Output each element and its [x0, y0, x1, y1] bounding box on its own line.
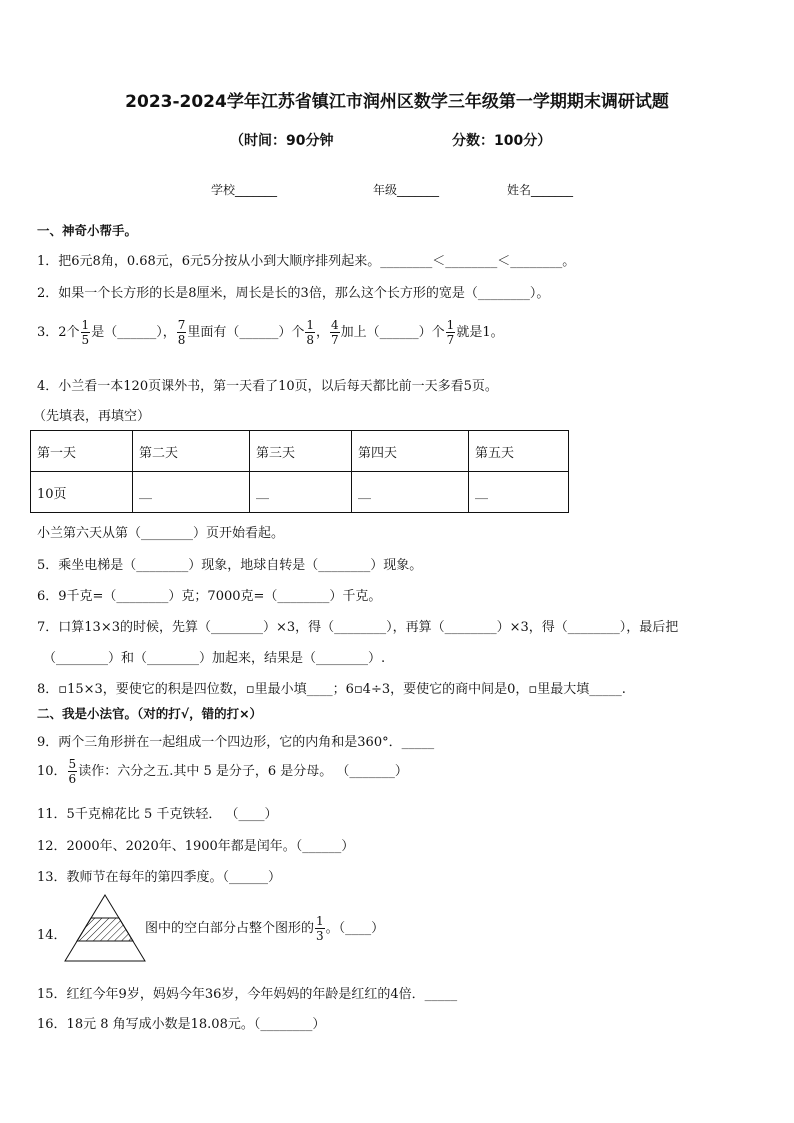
fraction: $\frac{1}{7}$ — [446, 318, 455, 347]
fraction: $\frac{4}{7}$ — [331, 318, 339, 347]
table-cell: __ — [469, 472, 569, 513]
question-11: 11．5千克棉花比 5 千克铁轻． （____） — [37, 807, 278, 822]
question-10 — [37, 757, 408, 786]
table-header-cell: 第五天 — [469, 431, 569, 472]
question-3-part-f: 就是1。 — [456, 325, 504, 340]
question-14-text: 图中的空白部分占整个图形的 — [145, 921, 315, 936]
name-field: 姓名_______ — [507, 183, 574, 197]
table-cell: __ — [133, 472, 250, 513]
fraction: $\frac{1}{3}$ — [316, 914, 324, 943]
table-header-cell: 第四天 — [352, 431, 469, 472]
question-8: 8．▫15×3，要使它的积是四位数，▫里最小填____；6▫4÷3，要使它的商中间是0，▫里最大填_____. — [37, 682, 626, 697]
question-9: 9．两个三角形拼在一起组成一个四边形，它的内角和是360°．_____ — [37, 735, 435, 750]
question-1: 1．把6元8角，0.68元，6元5分按从小到大顺序排列起来。________＜________＜________。 — [37, 254, 576, 269]
section-1-heading: 一、神奇小帮手。 — [37, 223, 138, 238]
triangle-figure — [63, 893, 147, 963]
table-header-cell: 第一天 — [31, 431, 133, 472]
score-label: 分数：100分） — [452, 133, 552, 149]
question-4-followup: 小兰第六天从第（________）页开始看起。 — [37, 526, 285, 541]
school-field: 学校_______ — [211, 183, 278, 197]
question-3 — [37, 318, 504, 347]
page-title: 2023-2024学年江苏省镇江市润州区数学三年级第一学期期末调研试题 — [125, 92, 669, 112]
question-10-number: 10． — [37, 764, 67, 779]
question-13: 13．教师节在每年的第四季度。（______） — [37, 870, 282, 885]
section-2-heading: 二、我是小法官。（对的打√，错的打×） — [37, 706, 263, 721]
question-2: 2．如果一个长方形的长是8厘米，周长是长的3倍，那么这个长方形的宽是（________）。 — [37, 286, 550, 301]
table-header-cell: 第二天 — [133, 431, 250, 472]
fraction: $\frac{1}{8}$ — [306, 318, 314, 347]
question-3-part-a: 3．2个 — [37, 325, 80, 340]
question-15: 15．红红今年9岁，妈妈今年36岁，今年妈妈的年龄是红红的4倍．_____ — [37, 987, 458, 1002]
question-4-note: （先填表，再填空） — [33, 409, 151, 424]
question-14 — [145, 914, 384, 943]
question-10-text: 读作：六分之五.其中 5 是分子，6 是分母。 （_______） — [78, 764, 408, 779]
question-14-number: 14． — [37, 928, 67, 943]
table-header-row — [31, 431, 569, 472]
reading-table — [30, 430, 569, 513]
question-14-blank: 。（____） — [325, 921, 385, 936]
fraction: $\frac{5}{6}$ — [68, 757, 77, 786]
grade-field: 年级_______ — [373, 183, 440, 197]
fraction: $\frac{1}{5}$ — [81, 318, 90, 347]
question-5: 5．乘坐电梯是（________）现象，地球自转是（________）现象。 — [37, 558, 423, 573]
fraction: $\frac{7}{8}$ — [177, 318, 186, 347]
question-3-part-d: ， — [316, 325, 330, 340]
question-3-part-e: 加上（______）个 — [340, 325, 445, 340]
question-7-line-1: 7．口算13×3的时候，先算（________）×3，得（________），再算（________）×3，得（________），最后把 — [37, 620, 679, 635]
table-cell: __ — [352, 472, 469, 513]
question-3-part-c: 里面有（______）个 — [187, 325, 305, 340]
table-header-cell: 第三天 — [250, 431, 352, 472]
question-7-line-2: （________）和（________）加起来，结果是（________）. — [43, 651, 386, 666]
question-4: 4．小兰看一本120页课外书，第一天看了10页，以后每天都比前一天多看5页。 — [37, 379, 498, 394]
table-cell: 10页 — [31, 472, 133, 513]
question-12: 12．2000年、2020年、1900年都是闰年。（______） — [37, 839, 355, 854]
question-3-part-b: 是（______）， — [91, 325, 176, 340]
table-row — [31, 472, 569, 513]
question-16: 16．18元 8 角写成小数是18.08元。（________） — [37, 1017, 326, 1032]
time-label: （时间：90分钟 — [230, 133, 334, 149]
table-cell: __ — [250, 472, 352, 513]
question-6: 6．9千克=（________）克；7000克=（________）千克。 — [37, 589, 382, 604]
